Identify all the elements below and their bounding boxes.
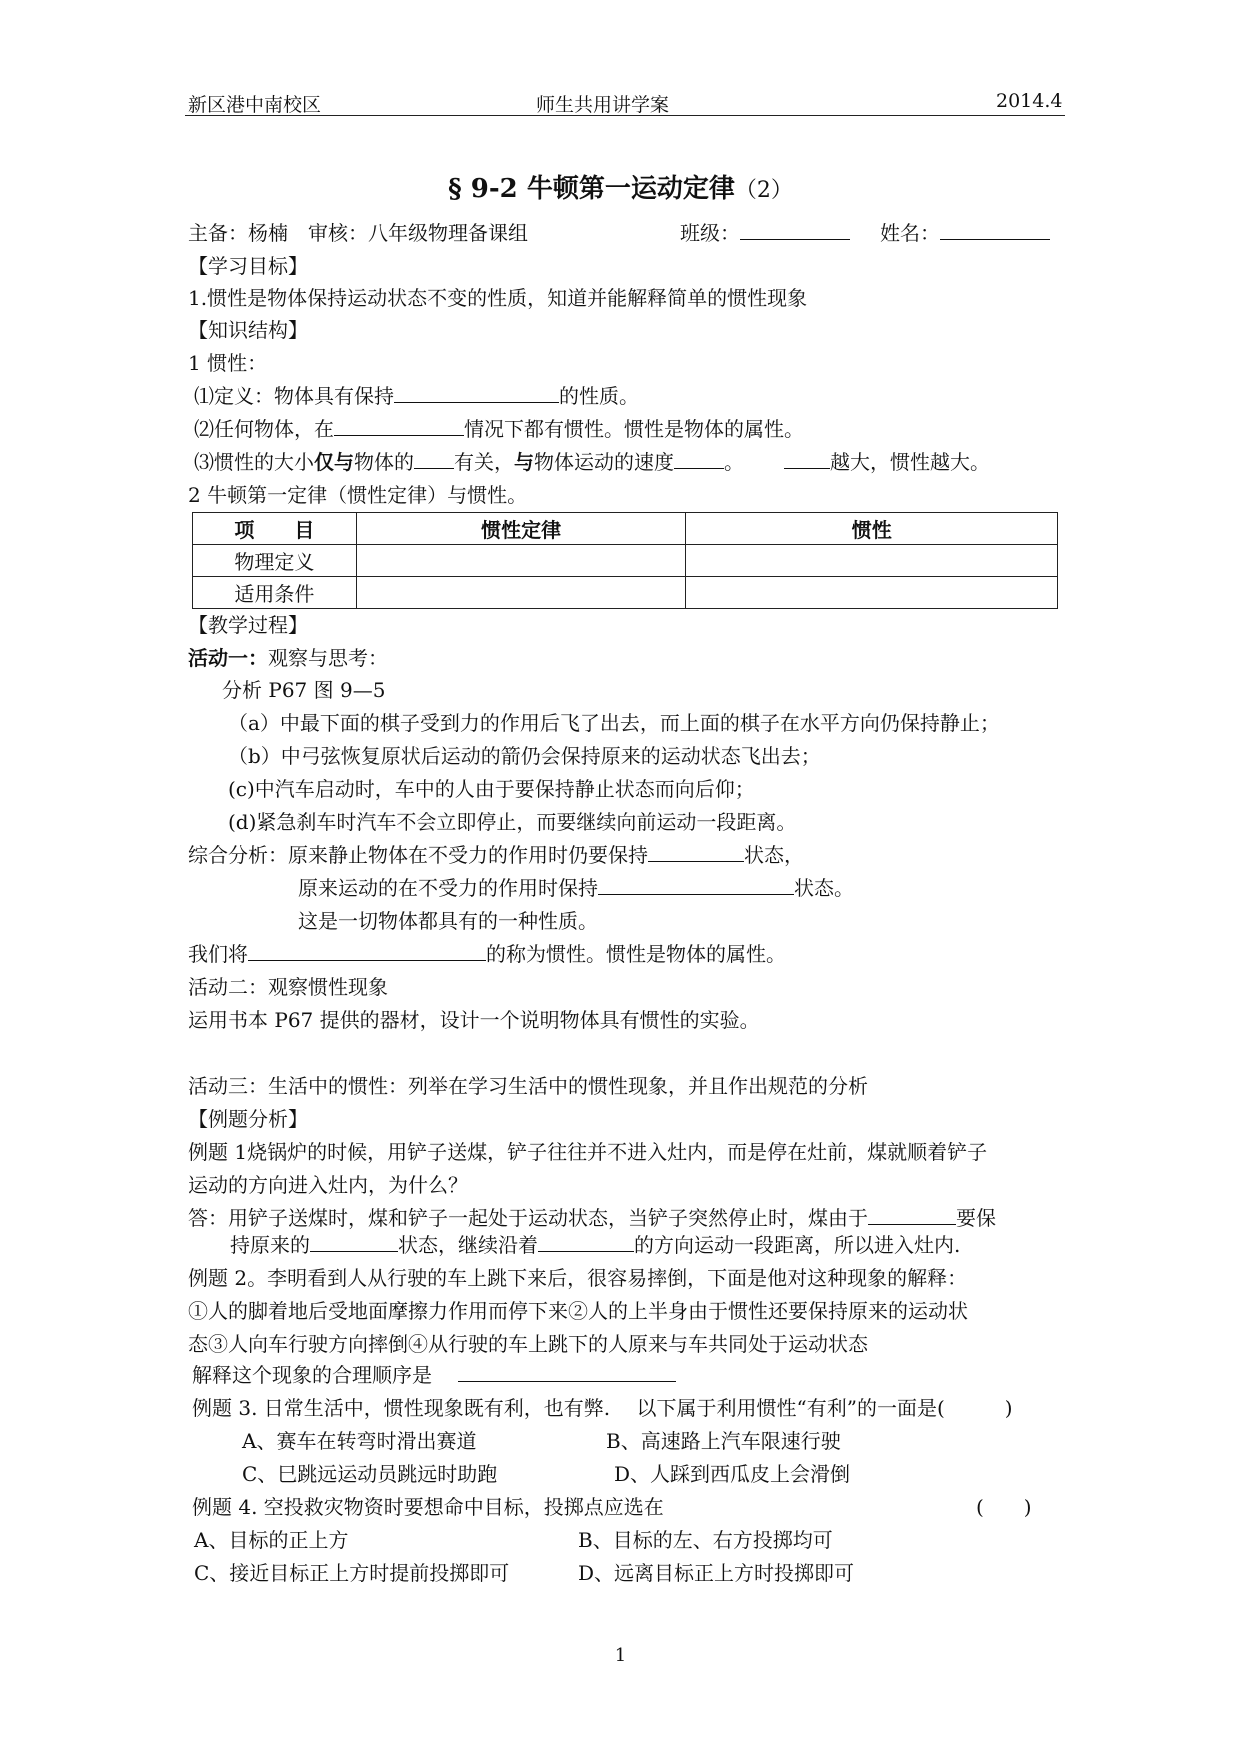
class-blank[interactable]: [740, 221, 850, 240]
blank-definition[interactable]: [394, 384, 559, 403]
emphasis: 仅与: [314, 450, 354, 474]
text: 物体的: [354, 450, 414, 474]
text: 我们将: [188, 942, 248, 966]
text: 原来运动的在不受力的作用时保持: [298, 876, 598, 900]
blank-condition[interactable]: [334, 417, 464, 436]
example-2-line-4: [192, 1362, 676, 1388]
example-4-option-d[interactable]: D、远离目标正上方时投掷即可: [578, 1561, 855, 1585]
comparison-table: [192, 512, 1058, 609]
text: ⑵任何物体，在: [194, 417, 334, 441]
text: 。: [724, 450, 744, 474]
summary-line-1: [188, 842, 804, 868]
table-header: 项 目: [193, 513, 357, 545]
summary-line-3: 这是一切物体都具有的一种性质。: [298, 909, 598, 933]
structure-heading: 【知识结构】: [188, 318, 308, 342]
table-cell[interactable]: [686, 577, 1058, 609]
blank-speed[interactable]: [674, 450, 724, 469]
any-object-line: [194, 416, 804, 442]
item-c: (c)中汽车启动时，车中的人由于要保持静止状态而向后仰；: [228, 777, 755, 801]
table-header: 惯性: [686, 513, 1058, 545]
example-4-option-b[interactable]: B、目标的左、右方投掷均可: [578, 1528, 833, 1552]
table-cell: 适用条件: [193, 577, 357, 609]
class-label: 班级：: [680, 221, 740, 245]
activity-two-text: 运用书本 P67 提供的器材，设计一个说明物体具有惯性的实验。: [188, 1008, 760, 1032]
example-2-line-1: 例题 2。李明看到人从行驶的车上跳下来后，很容易摔倒，下面是他对这种现象的解释：: [188, 1266, 968, 1290]
text: 越大，惯性越大。: [830, 450, 990, 474]
example-4: 例题 4. 空投救灾物资时要想命中目标，投掷点应选在: [192, 1495, 664, 1519]
class-field[interactable]: [680, 220, 850, 246]
name-field[interactable]: [880, 220, 1050, 246]
text: ⑴定义：物体具有保持: [194, 384, 394, 408]
emphasis: 与: [514, 450, 534, 474]
analysis-line: 分析 P67 图 9—5: [222, 678, 386, 702]
blank-larger[interactable]: [784, 450, 830, 469]
text: 状态。: [794, 876, 854, 900]
blank-direction[interactable]: [538, 1233, 634, 1252]
header-doc-type: 师生共用讲学案: [536, 94, 670, 116]
table-cell: 物理定义: [193, 545, 357, 577]
item-b: （b）中弓弦恢复原状后运动的箭仍会保持原来的运动状态飞出去；: [228, 744, 821, 768]
example-4-option-c[interactable]: C、接近目标正上方时提前投掷即可: [194, 1561, 510, 1585]
definition-statement: [188, 941, 786, 967]
example-4-option-a[interactable]: A、目标的正上方: [194, 1528, 349, 1552]
example-1-line-1: 例题 1烧锅炉的时候，用铲子送煤，铲子往往并不进入灶内，而是停在灶前，煤就顺着铲子: [188, 1140, 988, 1164]
text: 物体运动的速度: [534, 450, 674, 474]
blank-static[interactable]: [648, 843, 744, 862]
table-row: [193, 577, 1058, 609]
page-number: 1: [614, 1645, 627, 1666]
summary-line-2: [298, 875, 854, 901]
answer-line-2: [230, 1232, 960, 1258]
text: 观察与思考：: [268, 646, 388, 670]
blank-factor[interactable]: [414, 450, 454, 469]
header-rule: [185, 115, 1065, 116]
header-school: 新区港中南校区: [188, 94, 322, 116]
blank-order[interactable]: [458, 1363, 676, 1382]
item-d: (d)紧急刹车时汽车不会立即停止，而要继续向前运动一段距离。: [228, 810, 797, 834]
example-2-line-2: ①人的脚着地后受地面摩擦力作用而停下来②人的上半身由于惯性还要保持原来的运动状: [188, 1299, 968, 1323]
example-3-option-c[interactable]: C、巳跳远运动员跳远时助跑: [242, 1462, 498, 1486]
table-cell[interactable]: [356, 545, 686, 577]
item-a: （a）中最下面的棋子受到力的作用后飞了出去，而上面的棋子在水平方向仍保持静止；: [228, 711, 1000, 735]
text: 答：用铲子送煤时，煤和铲子一起处于运动状态，当铲子突然停止时，煤由于: [188, 1206, 868, 1230]
goals-heading: 【学习目标】: [188, 254, 308, 278]
activity-one: [188, 645, 388, 671]
example-3-option-d[interactable]: D、人踩到西瓜皮上会滑倒: [614, 1462, 851, 1486]
definition-line: [194, 383, 639, 409]
table-cell[interactable]: [356, 577, 686, 609]
process-heading: 【教学过程】: [188, 613, 308, 637]
name-label: 姓名：: [880, 221, 940, 245]
table-row: [193, 545, 1058, 577]
goal-item: 1.惯性是物体保持运动状态不变的性质，知道并能解释简单的惯性现象: [188, 286, 808, 310]
example-3-option-b[interactable]: B、高速路上汽车限速行驶: [606, 1429, 841, 1453]
table-header-row: [193, 513, 1058, 545]
examples-heading: 【例题分析】: [188, 1107, 308, 1131]
section-inertia: 1 惯性：: [188, 351, 268, 375]
activity-label: 活动一：: [188, 646, 268, 670]
blank-state[interactable]: [310, 1233, 398, 1252]
example-3-option-a[interactable]: A、赛车在转弯时滑出赛道: [242, 1429, 477, 1453]
blank-inertia-definition[interactable]: [248, 942, 486, 961]
activity-two: 活动二：观察惯性现象: [188, 975, 388, 999]
header-date: 2014.4: [996, 90, 1063, 112]
magnitude-line: [194, 449, 990, 475]
name-blank[interactable]: [940, 221, 1050, 240]
section-newton-law: 2 牛顿第一定律（惯性定律）与惯性。: [188, 483, 528, 507]
table-header: 惯性定律: [356, 513, 686, 545]
example-2-line-3: 态③人向车行驶方向摔倒④从行驶的车上跳下的人原来与车共同处于运动状态: [188, 1332, 868, 1356]
example-3: 例题 3. 日常生活中，惯性现象既有利，也有弊. 以下属于利用惯性“有利”的一面是( ): [192, 1396, 1013, 1420]
table-cell[interactable]: [686, 545, 1058, 577]
text: 状态，: [744, 843, 804, 867]
text: 的方向运动一段距离，所以进入灶内.: [634, 1233, 961, 1257]
blank-inertia[interactable]: [868, 1206, 956, 1225]
text: 情况下都有惯性。惯性是物体的属性。: [464, 417, 804, 441]
text: 状态，继续沿着: [398, 1233, 538, 1257]
text: 要保: [956, 1206, 996, 1230]
example-4-answer-paren[interactable]: ( ): [976, 1495, 1032, 1519]
title-sub: （2）: [734, 178, 793, 203]
text: 综合分析：原来静止物体在不受力的作用时仍要保持: [188, 843, 648, 867]
blank-motion[interactable]: [598, 876, 794, 895]
example-1-line-2: 运动的方向进入灶内，为什么？: [188, 1173, 468, 1197]
activity-three: 活动三：生活中的惯性：列举在学习生活中的惯性现象，并且作出规范的分析: [188, 1074, 868, 1098]
page-title: [0, 168, 1241, 205]
text: 持原来的: [230, 1233, 310, 1257]
text: ⑶惯性的大小: [194, 450, 314, 474]
author-line: 主备：杨楠 审核：八年级物理备课组: [188, 221, 528, 245]
text: 的称为惯性。惯性是物体的属性。: [486, 942, 786, 966]
text: 的性质。: [559, 384, 639, 408]
title-main: § 9-2 牛顿第一运动定律: [448, 174, 735, 204]
text: 解释这个现象的合理顺序是: [192, 1363, 432, 1387]
answer-line-1: [188, 1205, 996, 1231]
text: 有关，: [454, 450, 514, 474]
